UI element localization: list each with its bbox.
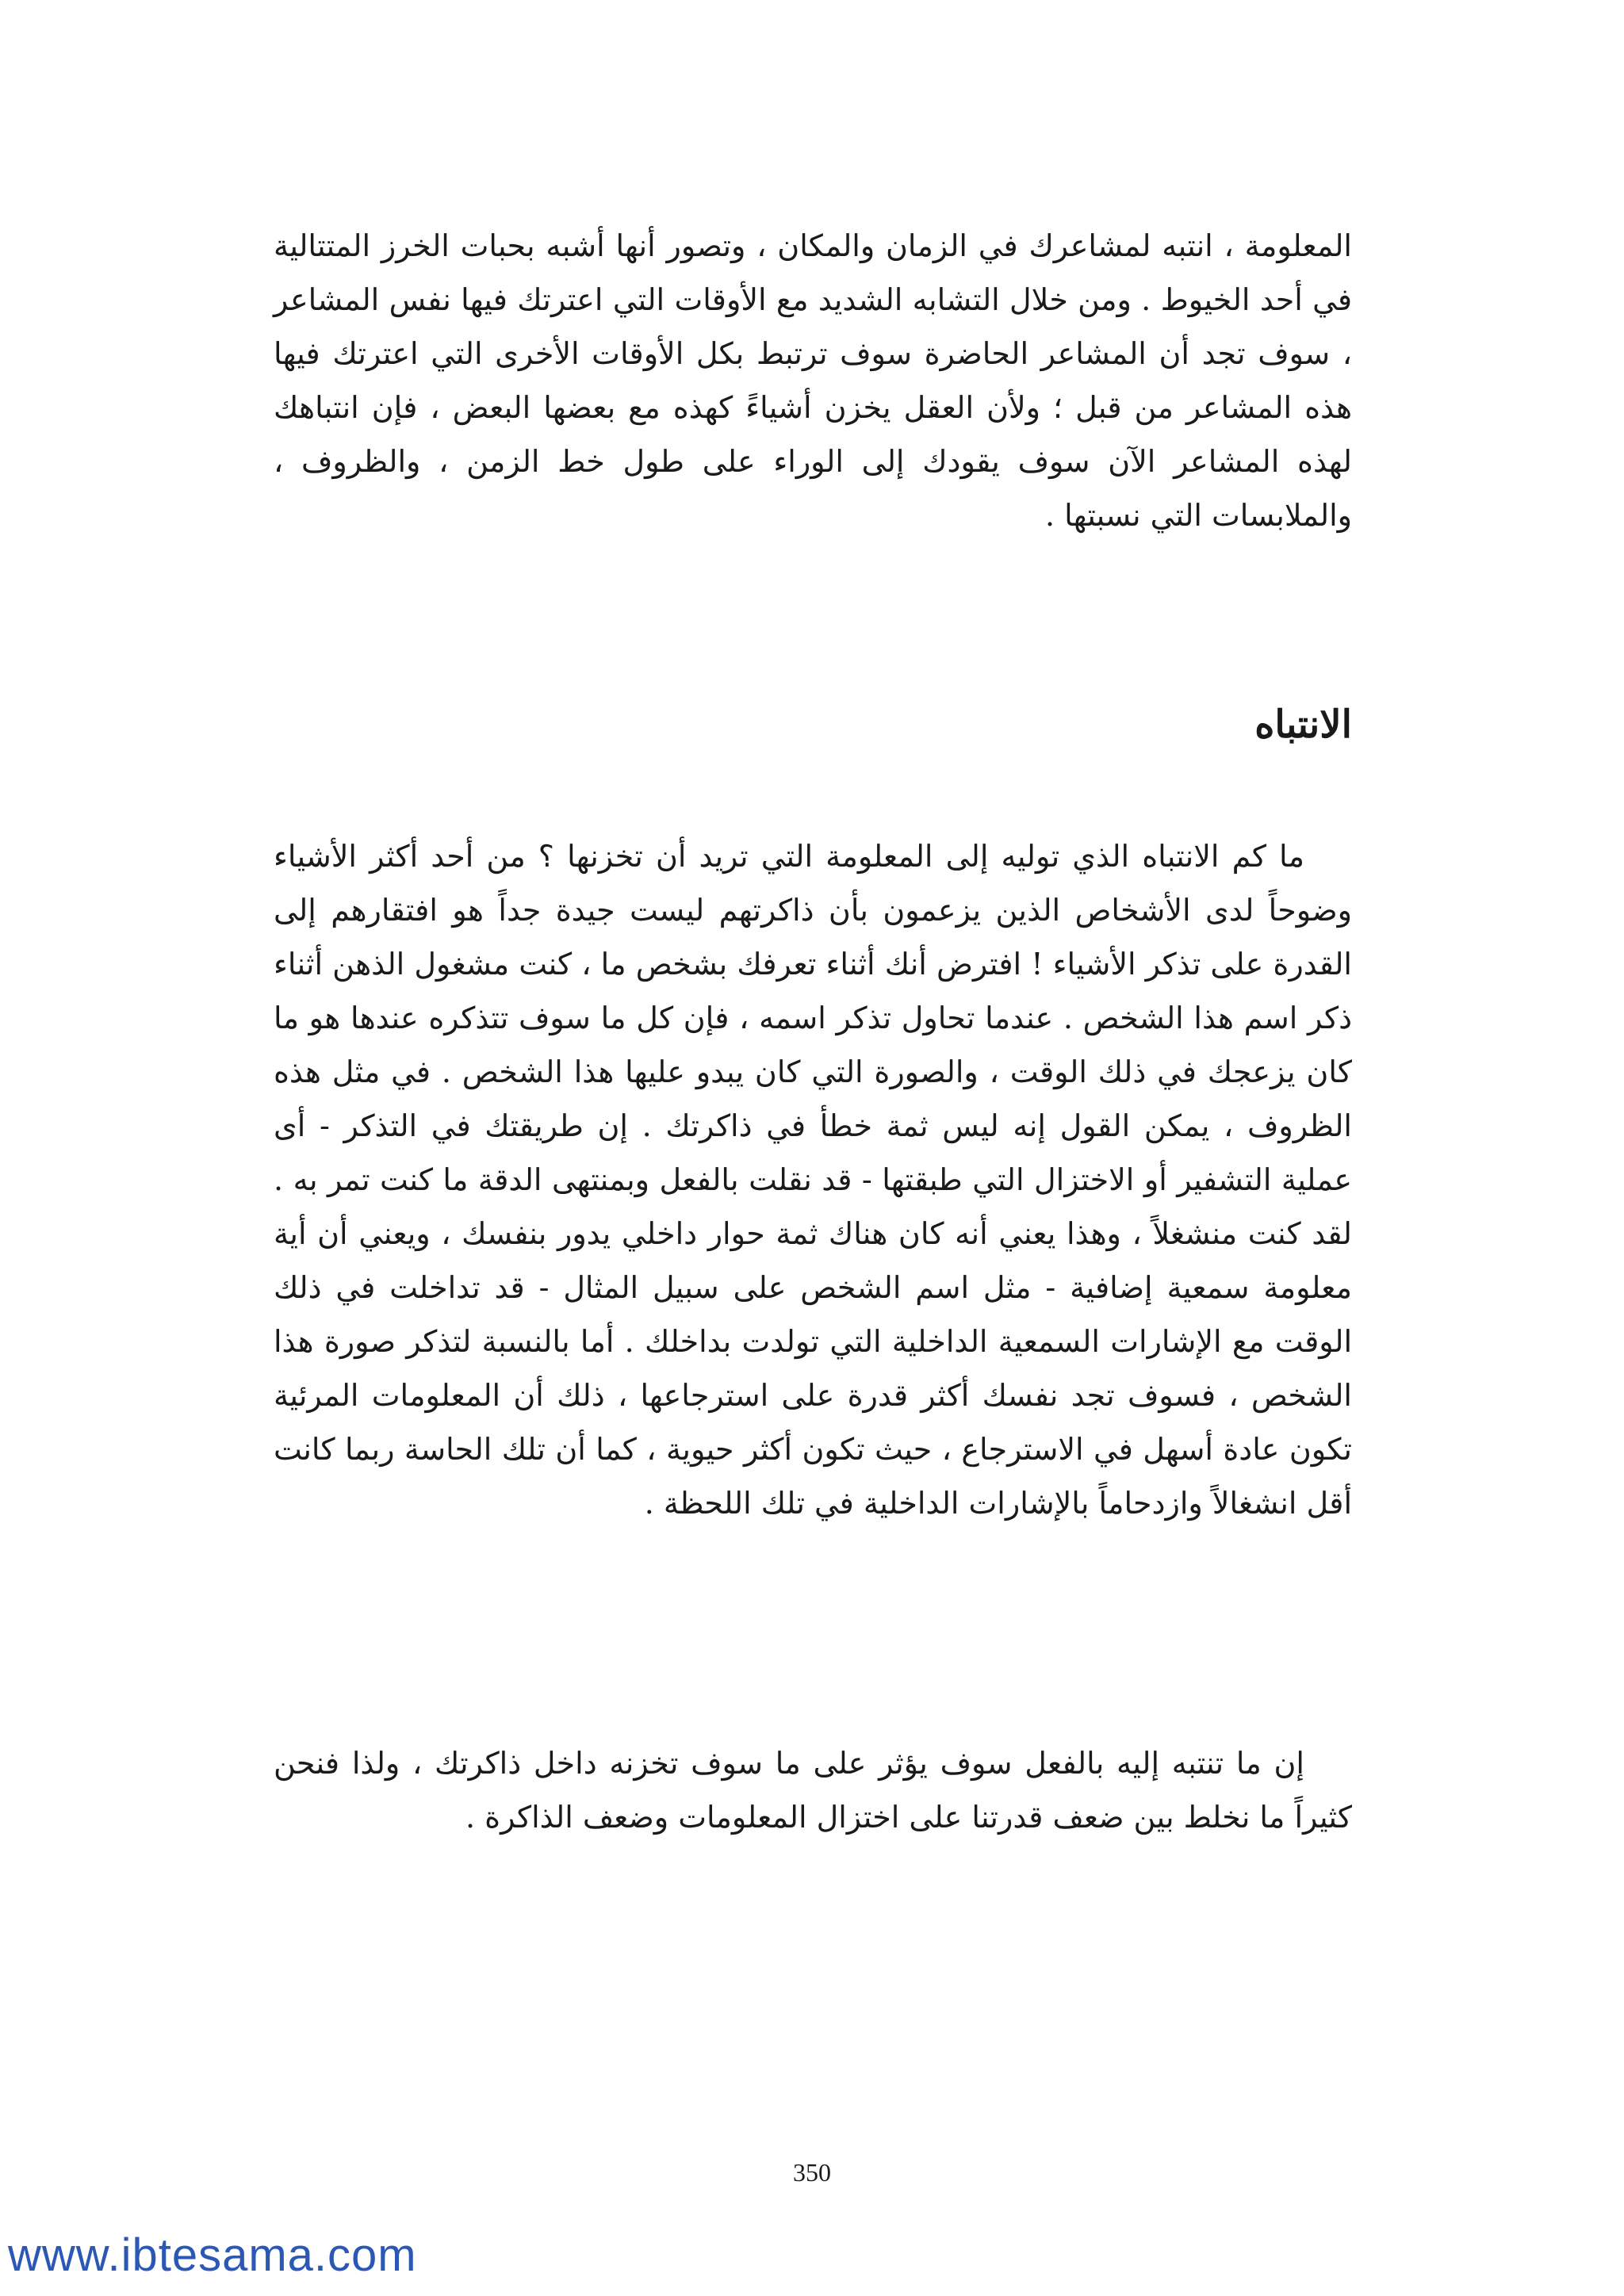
page-number: 350 bbox=[793, 2158, 831, 2187]
paragraph-continuation: المعلومة ، انتبه لمشاعرك في الزمان والمكان ، وتصور أنها أشبه بحبات الخرز المتتالية في أحد الخيوط . ومن خلال التشابه الشديد مع الأوقات التي اعترتك فيها نفس المشاعر ، سوف تجد أن المشاعر الحاضرة سوف ترتبط بكل الأوقات الأخرى التي اعترتك فيها هذه المشاعر من قبل ؛ ولأن العقل يخزن أشياءً كهذه مع بعضها البعض ، فإن انتباهك لهذه المشاعر الآن سوف يقودك إلى الوراء على طول خط الزمن ، والظروف ، والملابسات التي نسبتها . bbox=[274, 228, 1352, 533]
paragraph-conclusion: إن ما تنتبه إليه بالفعل سوف يؤثر على ما سوف تخزنه داخل ذاكرتك ، ولذا فنحن كثيراً ما نخلط بين ضعف قدرتنا على اختزال المعلومات وضعف الذاكرة . bbox=[274, 1746, 1352, 1835]
watermark-url: www.ibtesama.com bbox=[8, 2229, 417, 2281]
section-heading: الانتباه bbox=[1254, 702, 1352, 747]
paragraph-attention: ما كم الانتباه الذي توليه إلى المعلومة التي تريد أن تخزنها ؟ من أحد أكثر الأشياء وضوحاً لدى الأشخاص الذين يزعمون بأن ذاكرتهم ليست جيدة جداً هو افتقارهم إلى القدرة على تذكر الأشياء ! افترض أنك أثناء تعرفك بشخص ما ، كنت مشغول الذهن أثناء ذكر اسم هذا الشخص . عندما تحاول تذكر اسمه ، فإن كل ما سوف تتذكره عندها هو ما كان يزعجك في ذلك الوقت ، والصورة التي كان يبدو عليها هذا الشخص . في مثل هذه الظروف ، يمكن القول إنه ليس ثمة خطأ في ذاكرتك . إن طريقتك في التذكر - أى عملية التشفير أو الاختزال التي طبقتها - قد نقلت بالفعل وبمنتهى الدقة ما كنت تمر به . لقد كنت منشغلاً ، وهذا يعني أنه كان هناك ثمة حوار داخلي يدور بنفسك ، ويعني أن أية معلومة سمعية إضافية - مثل اسم الشخص على سبيل المثال - قد تداخلت في ذلك الوقت مع الإشارات السمعية الداخلية التي تولدت بداخلك . أما بالنسبة لتذكر صورة هذا الشخص ، فسوف تجد نفسك أكثر قدرة على استرجاعها ، ذلك أن المعلومات المرئية تكون عادة أسهل في الاسترجاع ، حيث تكون أكثر حيوية ، كما أن تلك الحاسة ربما كانت أقل انشغالاً وازدحاماً بالإشارات الداخلية في تلك اللحظة . bbox=[274, 839, 1352, 1521]
